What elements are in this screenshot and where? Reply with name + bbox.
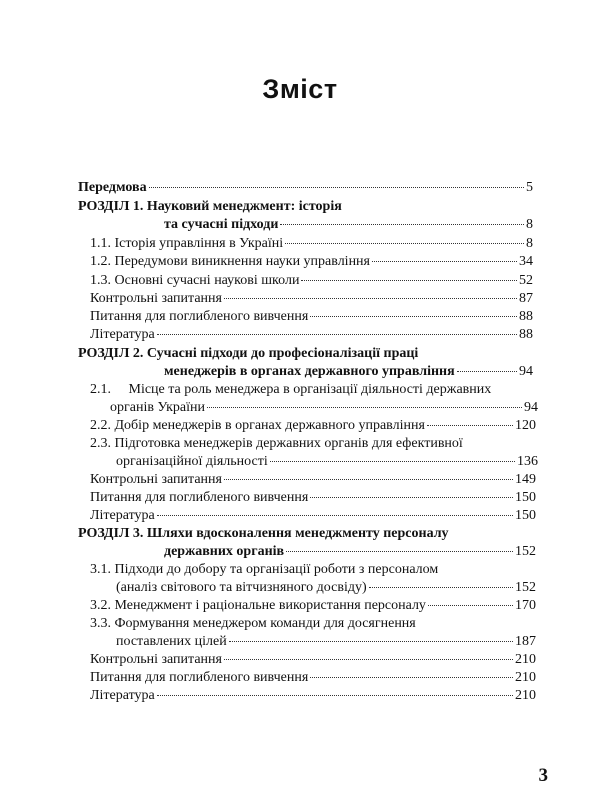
- dot-leader: [285, 243, 524, 244]
- toc-entry-text: Контрольні запитання: [90, 652, 222, 667]
- toc-entry[interactable]: [90, 272, 533, 289]
- toc-entry[interactable]: [90, 507, 536, 524]
- toc-chapter-1-title-line1[interactable]: РОЗДІЛ 1. Науковий менеджмент: історія: [78, 199, 342, 214]
- toc-entry-page: 210: [515, 670, 536, 685]
- toc-entry-text: менеджерів в органах державного управління: [164, 364, 455, 379]
- dot-leader: [229, 641, 513, 642]
- toc-entry-page: 34: [519, 254, 533, 269]
- toc-entry-page: 150: [515, 508, 536, 523]
- toc-entry-text: та сучасні підходи: [164, 217, 279, 232]
- toc-entry[interactable]: [116, 579, 536, 596]
- dot-leader: [369, 587, 513, 588]
- toc-entry-2-3-line1[interactable]: 2.3. Підготовка менеджерів державних органів для ефективної: [90, 436, 463, 451]
- toc-entry-text: 1.3. Основні сучасні наукові школи: [90, 273, 300, 288]
- toc-entry[interactable]: [116, 633, 536, 650]
- toc-entry[interactable]: [90, 489, 536, 506]
- toc-entry-page: 87: [519, 291, 533, 306]
- dot-leader: [310, 316, 517, 317]
- toc-entry-page: 120: [515, 418, 536, 433]
- dot-leader: [310, 677, 513, 678]
- toc-entry[interactable]: [90, 235, 533, 252]
- dot-leader: [428, 605, 513, 606]
- toc-entry-text: організаційної діяльності: [116, 454, 268, 469]
- toc-entry-page: 170: [515, 598, 536, 613]
- dot-leader: [457, 371, 517, 372]
- dot-leader: [224, 479, 513, 480]
- dot-leader: [280, 224, 524, 225]
- toc-entry-preface[interactable]: [78, 179, 533, 196]
- toc-entry-text: 1.2. Передумови виникнення науки управління: [90, 254, 370, 269]
- dot-leader: [157, 695, 513, 696]
- toc-entry-text: Питання для поглибленого вивчення: [90, 670, 309, 685]
- toc-entry-3-1-line1[interactable]: 3.1. Підходи до добору та організації роботи з персоналом: [90, 562, 439, 577]
- toc-entry-page: 152: [515, 544, 536, 559]
- toc-entry-text: органів України: [110, 400, 206, 415]
- toc-entry[interactable]: [90, 687, 536, 704]
- toc-entry-text: (аналіз світового та вітчизняного досвіду): [116, 580, 367, 595]
- toc-entry-page: 8: [526, 217, 533, 232]
- toc-entry-text: Контрольні запитання: [90, 291, 222, 306]
- toc-entry-text: Література: [90, 327, 155, 342]
- toc-entry-page: 8: [526, 236, 533, 251]
- toc-entry-page: 94: [524, 400, 538, 415]
- toc-entry-page: 52: [519, 273, 533, 288]
- toc-entry[interactable]: [90, 417, 536, 434]
- toc-entry-text: поставлених цілей: [116, 634, 227, 649]
- toc-entry[interactable]: [90, 669, 536, 686]
- toc-entry-text: 3.2. Менеджмент і раціональне використання персоналу: [90, 598, 426, 613]
- toc-entry-page: 94: [519, 364, 533, 379]
- toc-entry-page: 187: [515, 634, 536, 649]
- toc-entry[interactable]: [116, 453, 538, 470]
- toc-entry-2-1-line1[interactable]: 2.1. Місце та роль менеджера в організації діяльності державних: [90, 382, 492, 397]
- toc-entry[interactable]: [90, 326, 533, 343]
- dot-leader: [427, 425, 513, 426]
- toc-entry-page: 210: [515, 652, 536, 667]
- toc-entry-text: Література: [90, 688, 155, 703]
- toc-entry-page: 149: [515, 472, 536, 487]
- toc-entry[interactable]: [110, 399, 538, 416]
- toc-entry-page: 136: [517, 454, 538, 469]
- dot-leader: [286, 551, 513, 552]
- page-number: 3: [538, 765, 548, 786]
- toc-entry-text: державних органів: [164, 544, 285, 559]
- toc-entry-text: Література: [90, 508, 155, 523]
- toc-chapter-3[interactable]: [164, 543, 536, 560]
- toc-entry[interactable]: [90, 290, 533, 307]
- toc-chapter-2[interactable]: [164, 363, 533, 380]
- dot-leader: [301, 280, 517, 281]
- toc-entry-text: 2.2. Добір менеджерів в органах державного управління: [90, 418, 425, 433]
- toc-entry-page: 152: [515, 580, 536, 595]
- toc-entry-page: 150: [515, 490, 536, 505]
- dot-leader: [224, 298, 517, 299]
- toc-entry-text: Контрольні запитання: [90, 472, 222, 487]
- toc-chapter-3-title-line1[interactable]: РОЗДІЛ 3. Шляхи вдосконалення менеджменту персоналу: [78, 526, 449, 541]
- toc-entry-page: 88: [519, 327, 533, 342]
- toc-entry[interactable]: [90, 253, 533, 270]
- dot-leader: [270, 461, 515, 462]
- dot-leader: [207, 407, 522, 408]
- toc-chapter-1[interactable]: [164, 216, 533, 233]
- toc-entry-page: 5: [526, 180, 533, 195]
- dot-leader: [157, 515, 513, 516]
- toc-entry-text: 1.1. Історія управління в Україні: [90, 236, 284, 251]
- toc-entry-3-3-line1[interactable]: 3.3. Формування менеджером команди для досягнення: [90, 616, 416, 631]
- toc-entry-text: Передмова: [78, 180, 147, 195]
- dot-leader: [372, 261, 517, 262]
- toc-entry[interactable]: [90, 651, 536, 668]
- toc-entry-page: 88: [519, 309, 533, 324]
- toc-entry[interactable]: [90, 597, 536, 614]
- toc-chapter-2-title-line1[interactable]: РОЗДІЛ 2. Сучасні підходи до професіоналізації праці: [78, 346, 419, 361]
- toc-entry-text: Питання для поглибленого вивчення: [90, 490, 309, 505]
- page-title: Зміст: [262, 74, 338, 104]
- toc-entry-page: 210: [515, 688, 536, 703]
- toc-entry-text: Питання для поглибленого вивчення: [90, 309, 309, 324]
- toc-entry[interactable]: [90, 308, 533, 325]
- dot-leader: [310, 497, 513, 498]
- dot-leader: [224, 659, 513, 660]
- toc-entry[interactable]: [90, 471, 536, 488]
- dot-leader: [157, 334, 517, 335]
- dot-leader: [149, 187, 524, 188]
